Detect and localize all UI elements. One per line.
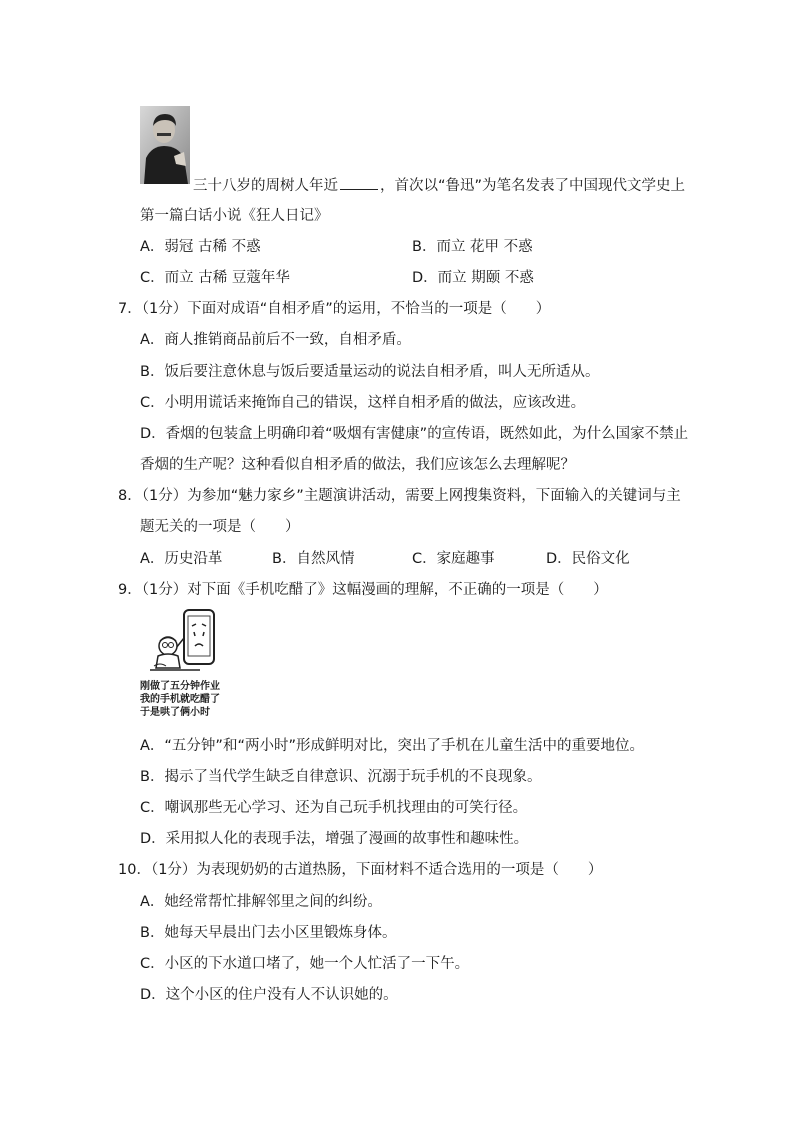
q7-option-c[interactable]: C．小明用谎话来掩饰自己的错误，这样自相矛盾的做法，应该改进。 xyxy=(140,395,586,411)
comic-caption-line2: 我的手机就吃醋了 xyxy=(140,694,220,705)
q10-option-a[interactable]: A．她经常帮忙排解邻里之间的纠纷。 xyxy=(140,894,382,910)
q10-stem: 10．（1分）为表现奶奶的古道热肠，下面材料不适合选用的一项是（ ） xyxy=(118,862,603,878)
q9-option-c[interactable]: C．嘲讽那些无心学习、还为自己玩手机找理由的可笑行径。 xyxy=(140,800,528,816)
q6-stem-line2: 第一篇白话小说《狂人日记》 xyxy=(140,208,329,224)
q7-option-a[interactable]: A．商人推销商品前后不一致，自相矛盾。 xyxy=(140,332,411,348)
portrait-photo xyxy=(140,106,190,184)
q10-option-c[interactable]: C．小区的下水道口堵了，她一个人忙活了一下午。 xyxy=(140,956,470,972)
q7-option-d[interactable]: D．香烟的包装盒上明确印着“吸烟有害健康”的宣传语，既然如此，为什么国家不禁止 xyxy=(140,426,689,442)
comic-caption-line1: 刚做了五分钟作业 xyxy=(140,681,220,692)
q8-stem-line1: 8．（1分）为参加“魅力家乡”主题演讲活动，需要上网搜集资料，下面输入的关键词与主 xyxy=(118,488,681,504)
q10-option-d[interactable]: D．这个小区的住户没有人不认识她的。 xyxy=(140,987,398,1003)
q7-option-b[interactable]: B．饭后要注意休息与饭后要适量运动的说法自相矛盾，叫人无所适从。 xyxy=(140,364,600,380)
q6-option-b[interactable]: B．而立 花甲 不惑 xyxy=(412,239,533,255)
q10-option-b[interactable]: B．她每天早晨出门去小区里锻炼身体。 xyxy=(140,925,397,941)
q8-option-c[interactable]: C．家庭趣事 xyxy=(412,551,495,567)
q7-option-d-cont: 香烟的生产呢？这种看似自相矛盾的做法，我们应该怎么去理解呢？ xyxy=(140,457,575,473)
q6-option-c[interactable]: C．而立 古稀 豆蔻年华 xyxy=(140,270,290,286)
q6-blank[interactable] xyxy=(340,175,378,190)
q8-option-d[interactable]: D．民俗文化 xyxy=(546,551,630,567)
q6-option-a[interactable]: A．弱冠 古稀 不惑 xyxy=(140,239,261,255)
q7-stem: 7．（1分）下面对成语“自相矛盾”的运用，不恰当的一项是（ ） xyxy=(118,301,551,317)
q8-option-a[interactable]: A．历史沿革 xyxy=(140,551,223,567)
q9-option-b[interactable]: B．揭示了当代学生缺乏自律意识、沉溺于玩手机的不良现象。 xyxy=(140,769,542,785)
comic-caption-line3: 于是哄了俩小时 xyxy=(140,707,210,718)
q6-stem-line1: 三十八岁的周树人年近 ，首次以“鲁迅”为笔名发表了中国现代文学史上 xyxy=(193,175,685,196)
q8-option-b[interactable]: B．自然风情 xyxy=(272,551,355,567)
q9-option-d[interactable]: D．采用拟人化的表现手法，增强了漫画的故事性和趣味性。 xyxy=(140,831,529,847)
comic-caption xyxy=(140,680,250,719)
q6-option-d[interactable]: D．而立 期颐 不惑 xyxy=(412,270,534,286)
q8-stem-line2: 题无关的一项是（ ） xyxy=(140,519,300,535)
q9-stem: 9．（1分）对下面《手机吃醋了》这幅漫画的理解，不正确的一项是（ ） xyxy=(118,582,608,598)
comic-illustration xyxy=(140,608,244,676)
q9-option-a[interactable]: A．“五分钟”和“两小时”形成鲜明对比，突出了手机在儿童生活中的重要地位。 xyxy=(140,738,644,754)
